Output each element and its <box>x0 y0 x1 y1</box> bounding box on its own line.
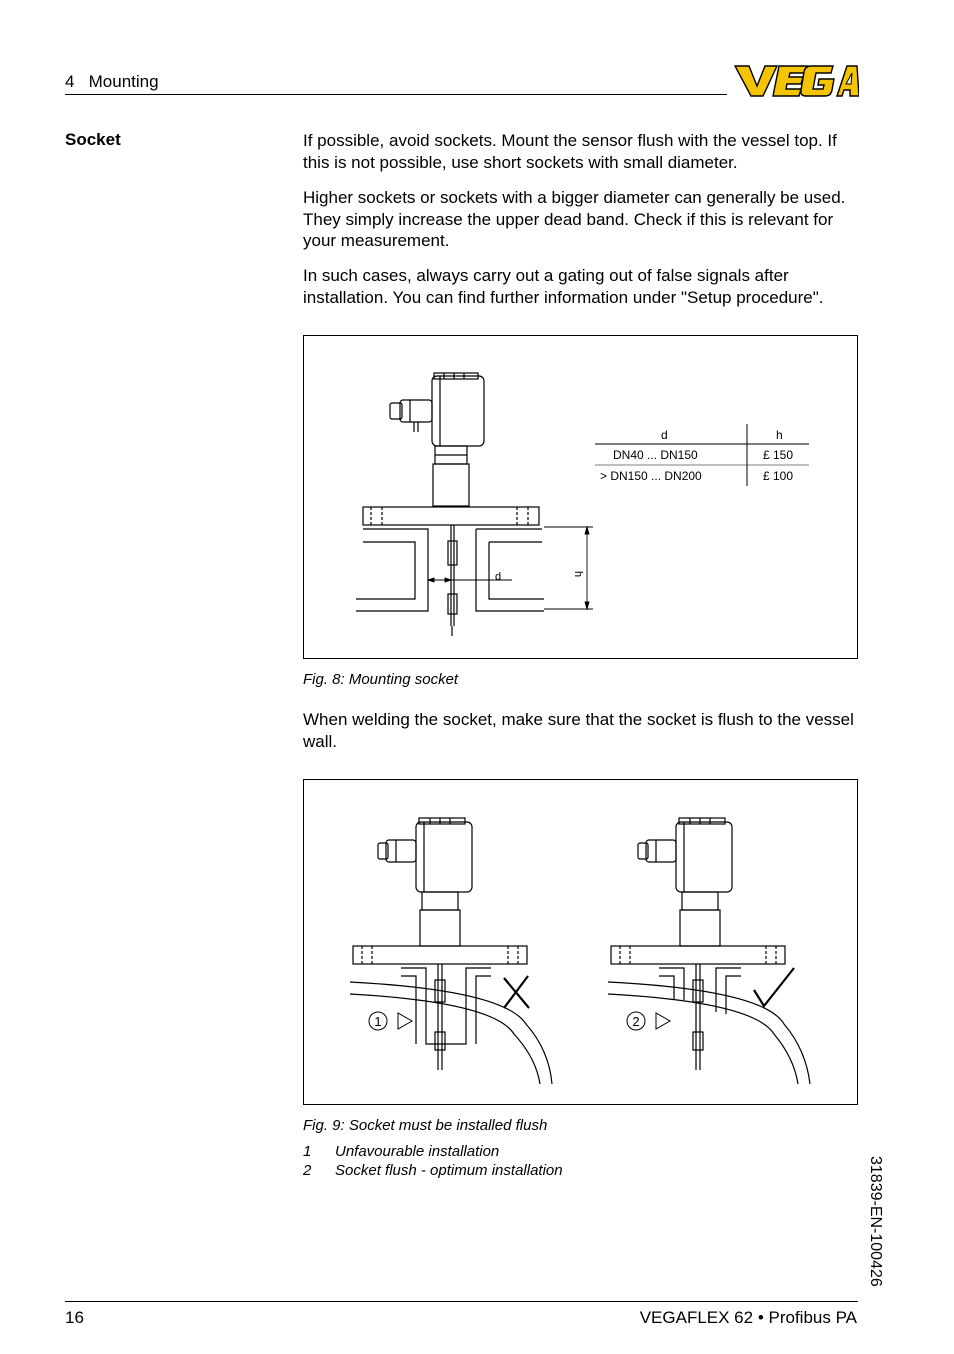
legend-item-2: 2 Socket flush - optimum installation <box>303 1162 563 1179</box>
page-number: 16 <box>65 1308 84 1327</box>
table-cell: £ 100 <box>763 469 794 483</box>
marker-2 <box>627 1012 670 1030</box>
table-cell: > DN150 ... DN200 <box>600 469 702 483</box>
figure-8-caption: Fig. 8: Mounting socket <box>303 671 459 688</box>
figure-8-mounting-socket <box>303 335 858 659</box>
table-cell: £ 150 <box>763 448 794 462</box>
header-rule <box>65 94 727 95</box>
paragraph-1: If possible, avoid sockets. Mount the sensor flush with the vessel top. If this is not possible, use short sockets with small diameter. <box>303 131 837 172</box>
socket-flush-drawing <box>304 780 857 1104</box>
table-header-d: d <box>661 428 668 442</box>
figure-9-socket-flush <box>303 779 858 1105</box>
side-heading: Socket <box>65 130 121 149</box>
footer-rule <box>65 1301 858 1302</box>
marker-1 <box>369 1012 412 1030</box>
document-id: 31839-EN-100426 <box>867 1156 884 1287</box>
svg-text:2: 2 <box>632 1014 640 1029</box>
paragraph-welding: When welding the socket, make sure that the socket is flush to the vessel wall. <box>303 710 854 751</box>
label-d: d <box>495 571 502 583</box>
mounting-socket-drawing <box>304 336 857 658</box>
figure-9-caption: Fig. 9: Socket must be installed flush <box>303 1117 548 1134</box>
running-header-section: 4 Mounting <box>65 72 159 91</box>
sensor-unfavourable <box>350 818 552 1084</box>
footer-product-name: VEGAFLEX 62 • Profibus PA <box>639 1308 857 1327</box>
paragraph-3: In such cases, always carry out a gating out of false signals after installation. You can find further information under "Setup procedure". <box>303 266 824 307</box>
legend-item-1: 1 Unfavourable installation <box>303 1143 500 1160</box>
label-h: h <box>572 571 584 578</box>
table-header-h: h <box>776 428 783 442</box>
sensor-optimum <box>608 818 810 1084</box>
paragraph-2: Higher sockets or sockets with a bigger diameter can generally be used. They simply increase the upper dead band. Check if this is relevant for your measurement. <box>303 188 846 250</box>
socket-table <box>595 424 809 486</box>
svg-text:1: 1 <box>374 1014 382 1029</box>
table-cell: DN40 ... DN150 <box>613 448 698 462</box>
vega-logo <box>733 62 859 100</box>
